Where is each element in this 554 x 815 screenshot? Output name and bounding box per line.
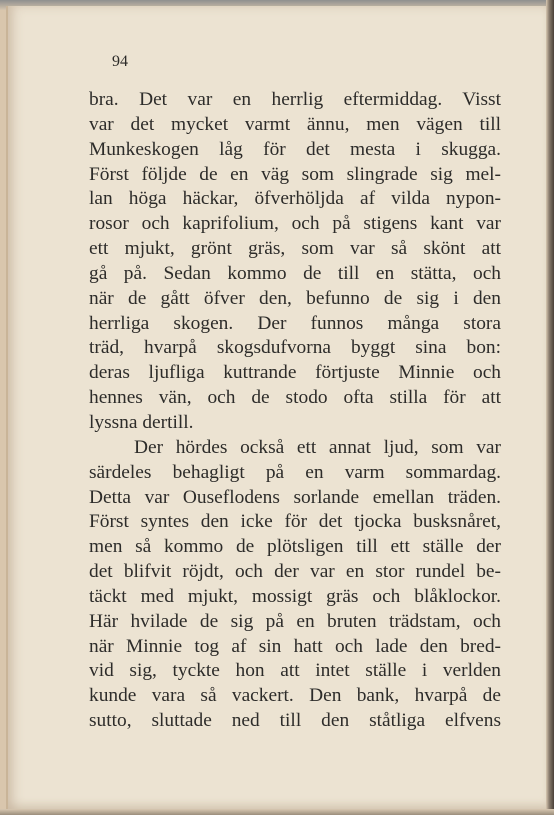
text-line: gå på. Sedan kommo de till en stätta, och [89,262,501,284]
text-line: lan höga häckar, öfverhöljda af vilda nypon- [89,188,501,210]
text-line: sutto, sluttade ned till den ståtliga elfvens [89,710,501,732]
text-line: när Minnie tog af sin hatt och lade den bred- [89,635,501,657]
text-line: men så kommo de plötsligen till ett ställe der [89,536,501,558]
text-line: hennes vän, och de stodo ofta stilla för att [89,387,501,409]
text-line: när de gått öfver den, befunno de sig i den [89,287,501,309]
text-line: Munkeskogen låg för det mesta i skugga. [89,138,501,160]
text-line: träd, hvarpå skogsdufvorna byggt sina bon: [89,337,501,359]
text-line: rosor och kaprifolium, och på stigens kant var [89,213,501,235]
text-line: Här hvilade de sig på en bruten trädstam, och [89,610,501,632]
text-line: herrliga skogen. Der funnos många stora [89,312,501,334]
text-line: bra. Det var en herrlig eftermiddag. Visst [89,89,501,110]
text-line: Först följde de en väg som slingrade sig mel- [89,163,501,185]
text-line: ett mjukt, grönt gräs, som var så skönt att [89,238,501,260]
text-line: Detta var Ouseflodens sorlande emellan träden. [89,486,501,508]
text-line: det blifvit röjdt, och der var en stor rundel be- [89,561,501,583]
page-bottom-edge [0,809,554,815]
text-line: kunde vara så vackert. Den bank, hvarpå de [89,685,501,707]
text-line: vid sig, tyckte hon att intet ställe i verlden [89,660,501,682]
page-number: 94 [112,53,128,70]
text-line: täckt med mjukt, mossigt gräs och blåklockor. [89,585,501,607]
text-line: var det mycket varmt ännu, men vägen till [89,113,501,135]
book-spine-edge [546,0,554,815]
text-line: särdeles behagligt på en varm sommardag. [89,461,501,483]
text-line: Der hördes också ett annat ljud, som var [134,436,501,458]
body-text [89,88,501,734]
text-line: lyssna dertill. [89,411,194,433]
text-line: deras ljufliga kuttrande förtjuste Minnie och [89,362,501,384]
text-line: Först syntes den icke för det tjocka busksnåret, [89,511,501,533]
